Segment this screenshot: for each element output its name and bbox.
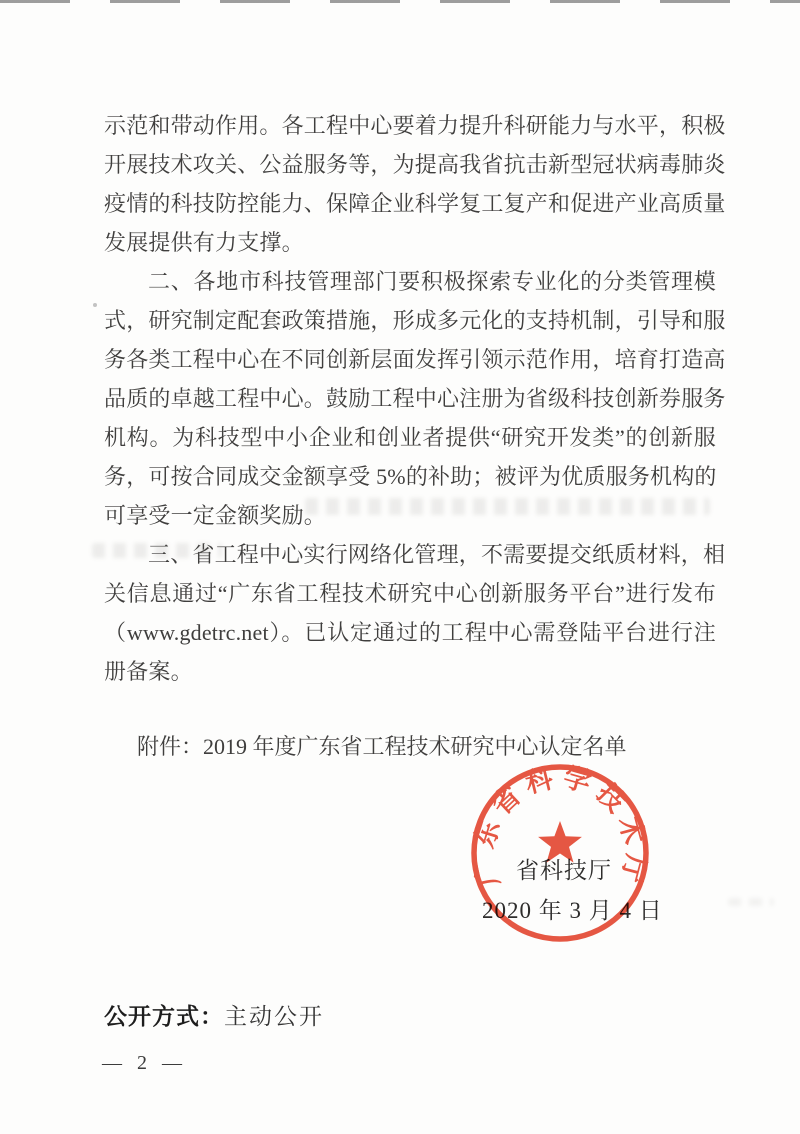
scan-speck: [93, 303, 97, 307]
body-line: 册备案。: [104, 659, 193, 684]
body-line: 三、省工程中心实行网络化管理，不需要提交纸质材料，相: [148, 542, 726, 567]
issuer-signature: 省科技厅: [516, 858, 612, 883]
body-line: 品质的卓越工程中心。鼓励工程中心注册为省级科技创新券服务: [104, 386, 726, 411]
disclosure-label: 公开方式：: [104, 1003, 224, 1029]
document-body: [104, 106, 726, 691]
disclosure-method: [104, 1000, 324, 1032]
ink-bleedthrough: [92, 543, 222, 558]
body-line: 务，可按合同成交金额享受 5%的补助；被评为优质服务机构的: [104, 464, 717, 489]
body-line: 可享受一定金额奖励。: [104, 503, 327, 528]
body-line: 关信息通过“广东省工程技术研究中心创新服务平台”进行发布: [104, 581, 716, 606]
scan-edge-artifact: [0, 0, 800, 3]
body-line: 二、各地市科技管理部门要积极探索专业化的分类管理模: [148, 269, 716, 294]
body-line: （www.gdetrc.net）。已认定通过的工程中心需登陆平台进行注: [104, 620, 716, 645]
page-number: — 2 —: [102, 1052, 187, 1074]
ink-bleedthrough: [728, 898, 774, 906]
body-line: 疫情的科技防控能力、保障企业科学复工复产和促进产业高质量: [104, 191, 726, 216]
attachment-line: 附件：2019 年度广东省工程技术研究中心认定名单: [137, 734, 627, 759]
official-seal: [460, 753, 660, 953]
body-line: 发展提供有力支撑。: [104, 230, 304, 255]
seal-text: 广东省科学技术厅: [468, 761, 652, 893]
document-date: 2020 年 3 月 4 日: [482, 898, 663, 923]
disclosure-value: 主动公开: [224, 1004, 324, 1029]
body-line: 机构。为科技型中小企业和创业者提供“研究开发类”的创新服: [104, 425, 716, 450]
ink-bleedthrough: [305, 498, 710, 515]
body-line: 开展技术攻关、公益服务等，为提高我省抗击新型冠状病毒肺炎: [104, 152, 726, 177]
seal-star-icon: [538, 821, 582, 863]
body-line: 式，研究制定配套政策措施，形成多元化的支持机制，引导和服: [104, 308, 726, 333]
body-line: 示范和带动作用。各工程中心要着力提升科研能力与水平，积极: [104, 113, 726, 138]
body-line: 务各类工程中心在不同创新层面发挥引领示范作用，培育打造高: [104, 347, 726, 372]
